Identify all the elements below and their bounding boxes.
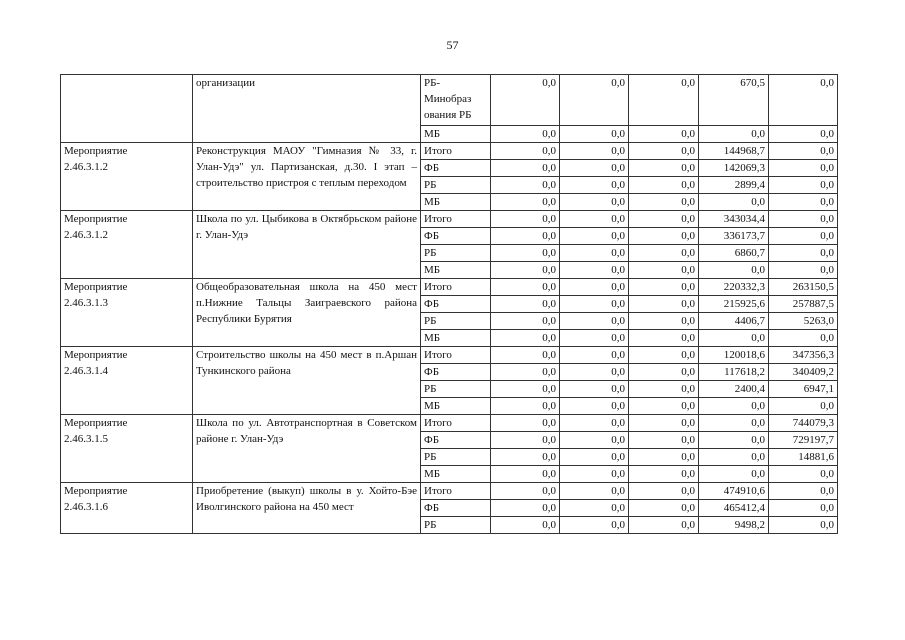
funding-source-cell: МБ <box>421 262 491 279</box>
amount-cell: 0,0 <box>560 279 629 296</box>
amount-cell: 0,0 <box>560 449 629 466</box>
table-row <box>61 211 838 228</box>
funding-source-cell: РБ <box>421 245 491 262</box>
amount-cell: 0,0 <box>699 415 769 432</box>
funding-source-cell: Итого <box>421 483 491 500</box>
amount-cell: 0,0 <box>629 194 699 211</box>
amount-cell: 0,0 <box>629 330 699 347</box>
amount-cell: 0,0 <box>769 126 838 143</box>
amount-cell: 2400,4 <box>699 381 769 398</box>
amount-cell: 0,0 <box>629 160 699 177</box>
amount-cell: 0,0 <box>491 194 560 211</box>
amount-cell: 0,0 <box>769 330 838 347</box>
amount-cell: 0,0 <box>560 347 629 364</box>
funding-source-cell: РБ <box>421 449 491 466</box>
amount-cell: 347356,3 <box>769 347 838 364</box>
amount-cell: 0,0 <box>769 228 838 245</box>
amount-cell: 0,0 <box>491 228 560 245</box>
amount-cell: 0,0 <box>629 143 699 160</box>
amount-cell: 0,0 <box>491 364 560 381</box>
amount-cell: 0,0 <box>769 517 838 534</box>
activity-name-cell: организации <box>193 75 421 143</box>
amount-cell: 0,0 <box>491 381 560 398</box>
funding-source-cell: РБ- Минобраз ования РБ <box>421 75 491 126</box>
activity-name-cell: Строительство школы на 450 мест в п.Аршан Тункинского района <box>193 347 421 415</box>
amount-cell: 0,0 <box>560 364 629 381</box>
amount-cell: 0,0 <box>769 75 838 126</box>
amount-cell: 9498,2 <box>699 517 769 534</box>
amount-cell: 0,0 <box>629 398 699 415</box>
amount-cell: 729197,7 <box>769 432 838 449</box>
funding-source-cell: Итого <box>421 211 491 228</box>
amount-cell: 0,0 <box>699 449 769 466</box>
amount-cell: 0,0 <box>769 500 838 517</box>
amount-cell: 0,0 <box>491 415 560 432</box>
amount-cell: 0,0 <box>629 296 699 313</box>
amount-cell: 0,0 <box>560 262 629 279</box>
amount-cell: 0,0 <box>769 143 838 160</box>
amount-cell: 0,0 <box>629 279 699 296</box>
amount-cell: 0,0 <box>560 500 629 517</box>
funding-table <box>60 74 838 534</box>
amount-cell: 0,0 <box>769 398 838 415</box>
activity-id-cell: Мероприятие 2.46.3.1.5 <box>61 415 193 483</box>
amount-cell: 0,0 <box>629 364 699 381</box>
amount-cell: 465412,4 <box>699 500 769 517</box>
amount-cell: 340409,2 <box>769 364 838 381</box>
amount-cell: 0,0 <box>560 126 629 143</box>
amount-cell: 4406,7 <box>699 313 769 330</box>
funding-source-cell: РБ <box>421 381 491 398</box>
funding-source-cell: РБ <box>421 517 491 534</box>
funding-source-cell: МБ <box>421 398 491 415</box>
amount-cell: 0,0 <box>629 211 699 228</box>
amount-cell: 0,0 <box>491 126 560 143</box>
table-row <box>61 483 838 500</box>
amount-cell: 0,0 <box>629 347 699 364</box>
funding-source-cell: РБ <box>421 177 491 194</box>
amount-cell: 0,0 <box>491 160 560 177</box>
funding-source-cell: ФБ <box>421 500 491 517</box>
amount-cell: 0,0 <box>560 517 629 534</box>
amount-cell: 2899,4 <box>699 177 769 194</box>
amount-cell: 0,0 <box>560 415 629 432</box>
amount-cell: 0,0 <box>560 432 629 449</box>
page-number: 57 <box>446 38 459 52</box>
funding-source-cell: ФБ <box>421 364 491 381</box>
funding-source-cell: ФБ <box>421 432 491 449</box>
activity-id-cell: Мероприятие 2.46.3.1.6 <box>61 483 193 534</box>
activity-id-cell: Мероприятие 2.46.3.1.3 <box>61 279 193 347</box>
table-row <box>61 415 838 432</box>
amount-cell: 343034,4 <box>699 211 769 228</box>
amount-cell: 0,0 <box>560 381 629 398</box>
table-body <box>61 75 838 534</box>
amount-cell: 0,0 <box>560 143 629 160</box>
amount-cell: 0,0 <box>629 449 699 466</box>
amount-cell: 0,0 <box>629 313 699 330</box>
amount-cell: 0,0 <box>491 177 560 194</box>
amount-cell: 0,0 <box>560 194 629 211</box>
amount-cell: 0,0 <box>560 330 629 347</box>
activity-id-cell: Мероприятие 2.46.3.1.2 <box>61 211 193 279</box>
amount-cell: 0,0 <box>769 262 838 279</box>
amount-cell: 14881,6 <box>769 449 838 466</box>
amount-cell: 257887,5 <box>769 296 838 313</box>
amount-cell: 744079,3 <box>769 415 838 432</box>
amount-cell: 144968,7 <box>699 143 769 160</box>
funding-source-cell: Итого <box>421 279 491 296</box>
amount-cell: 0,0 <box>769 483 838 500</box>
amount-cell: 0,0 <box>769 211 838 228</box>
amount-cell: 0,0 <box>629 228 699 245</box>
amount-cell: 0,0 <box>629 262 699 279</box>
amount-cell: 0,0 <box>699 398 769 415</box>
amount-cell: 263150,5 <box>769 279 838 296</box>
activity-name-cell: Школа по ул. Цыбикова в Октябрьском районе г. Улан-Удэ <box>193 211 421 279</box>
amount-cell: 142069,3 <box>699 160 769 177</box>
amount-cell: 0,0 <box>699 194 769 211</box>
amount-cell: 6947,1 <box>769 381 838 398</box>
amount-cell: 0,0 <box>560 228 629 245</box>
activity-name-cell: Реконструкция МАОУ "Гимназия № 33, г. Улан-Удэ" ул. Партизанская, д.30. I этап – строительство пристроя с теплым переходом <box>193 143 421 211</box>
amount-cell: 0,0 <box>769 466 838 483</box>
amount-cell: 0,0 <box>491 279 560 296</box>
amount-cell: 0,0 <box>769 245 838 262</box>
amount-cell: 0,0 <box>629 177 699 194</box>
amount-cell: 0,0 <box>769 194 838 211</box>
amount-cell: 0,0 <box>629 75 699 126</box>
amount-cell: 0,0 <box>560 177 629 194</box>
amount-cell: 0,0 <box>491 483 560 500</box>
amount-cell: 0,0 <box>491 517 560 534</box>
amount-cell: 0,0 <box>560 75 629 126</box>
amount-cell: 474910,6 <box>699 483 769 500</box>
amount-cell: 0,0 <box>699 262 769 279</box>
amount-cell: 220332,3 <box>699 279 769 296</box>
table-row <box>61 279 838 296</box>
amount-cell: 0,0 <box>491 449 560 466</box>
activity-id-cell: Мероприятие 2.46.3.1.2 <box>61 143 193 211</box>
funding-source-cell: МБ <box>421 330 491 347</box>
amount-cell: 0,0 <box>560 160 629 177</box>
amount-cell: 0,0 <box>491 330 560 347</box>
amount-cell: 336173,7 <box>699 228 769 245</box>
table-row <box>61 75 838 126</box>
amount-cell: 0,0 <box>629 126 699 143</box>
amount-cell: 0,0 <box>769 177 838 194</box>
amount-cell: 0,0 <box>699 330 769 347</box>
activity-id-cell <box>61 75 193 143</box>
amount-cell: 0,0 <box>560 245 629 262</box>
amount-cell: 0,0 <box>629 432 699 449</box>
amount-cell: 117618,2 <box>699 364 769 381</box>
amount-cell: 0,0 <box>491 500 560 517</box>
amount-cell: 0,0 <box>629 500 699 517</box>
amount-cell: 670,5 <box>699 75 769 126</box>
amount-cell: 0,0 <box>491 296 560 313</box>
amount-cell: 0,0 <box>491 466 560 483</box>
amount-cell: 0,0 <box>491 398 560 415</box>
funding-source-cell: Итого <box>421 143 491 160</box>
amount-cell: 0,0 <box>560 398 629 415</box>
amount-cell: 0,0 <box>491 432 560 449</box>
amount-cell: 0,0 <box>491 245 560 262</box>
amount-cell: 0,0 <box>699 126 769 143</box>
amount-cell: 0,0 <box>491 313 560 330</box>
amount-cell: 120018,6 <box>699 347 769 364</box>
amount-cell: 0,0 <box>699 466 769 483</box>
funding-source-cell: ФБ <box>421 160 491 177</box>
funding-source-cell: МБ <box>421 194 491 211</box>
amount-cell: 0,0 <box>491 347 560 364</box>
funding-source-cell: ФБ <box>421 296 491 313</box>
amount-cell: 0,0 <box>560 466 629 483</box>
amount-cell: 0,0 <box>769 160 838 177</box>
funding-source-cell: ФБ <box>421 228 491 245</box>
amount-cell: 0,0 <box>629 415 699 432</box>
amount-cell: 0,0 <box>491 262 560 279</box>
funding-source-cell: Итого <box>421 415 491 432</box>
table-row <box>61 347 838 364</box>
amount-cell: 0,0 <box>629 466 699 483</box>
amount-cell: 215925,6 <box>699 296 769 313</box>
amount-cell: 0,0 <box>491 211 560 228</box>
amount-cell: 0,0 <box>491 75 560 126</box>
amount-cell: 0,0 <box>560 211 629 228</box>
funding-source-cell: РБ <box>421 313 491 330</box>
activity-id-cell: Мероприятие 2.46.3.1.4 <box>61 347 193 415</box>
amount-cell: 0,0 <box>629 517 699 534</box>
amount-cell: 0,0 <box>629 381 699 398</box>
amount-cell: 0,0 <box>560 483 629 500</box>
funding-source-cell: Итого <box>421 347 491 364</box>
amount-cell: 6860,7 <box>699 245 769 262</box>
amount-cell: 0,0 <box>629 483 699 500</box>
amount-cell: 0,0 <box>699 432 769 449</box>
amount-cell: 0,0 <box>629 245 699 262</box>
funding-source-cell: МБ <box>421 126 491 143</box>
table-row <box>61 143 838 160</box>
activity-name-cell: Приобретение (выкуп) школы в у. Хойто-Бэе Иволгинского района на 450 мест <box>193 483 421 534</box>
amount-cell: 5263,0 <box>769 313 838 330</box>
amount-cell: 0,0 <box>560 296 629 313</box>
funding-source-cell: МБ <box>421 466 491 483</box>
amount-cell: 0,0 <box>491 143 560 160</box>
activity-name-cell: Общеобразовательная школа на 450 мест п.Нижние Тальцы Заиграевского района Республики Бурятия <box>193 279 421 347</box>
amount-cell: 0,0 <box>560 313 629 330</box>
activity-name-cell: Школа по ул. Автотранспортная в Советском районе г. Улан-Удэ <box>193 415 421 483</box>
